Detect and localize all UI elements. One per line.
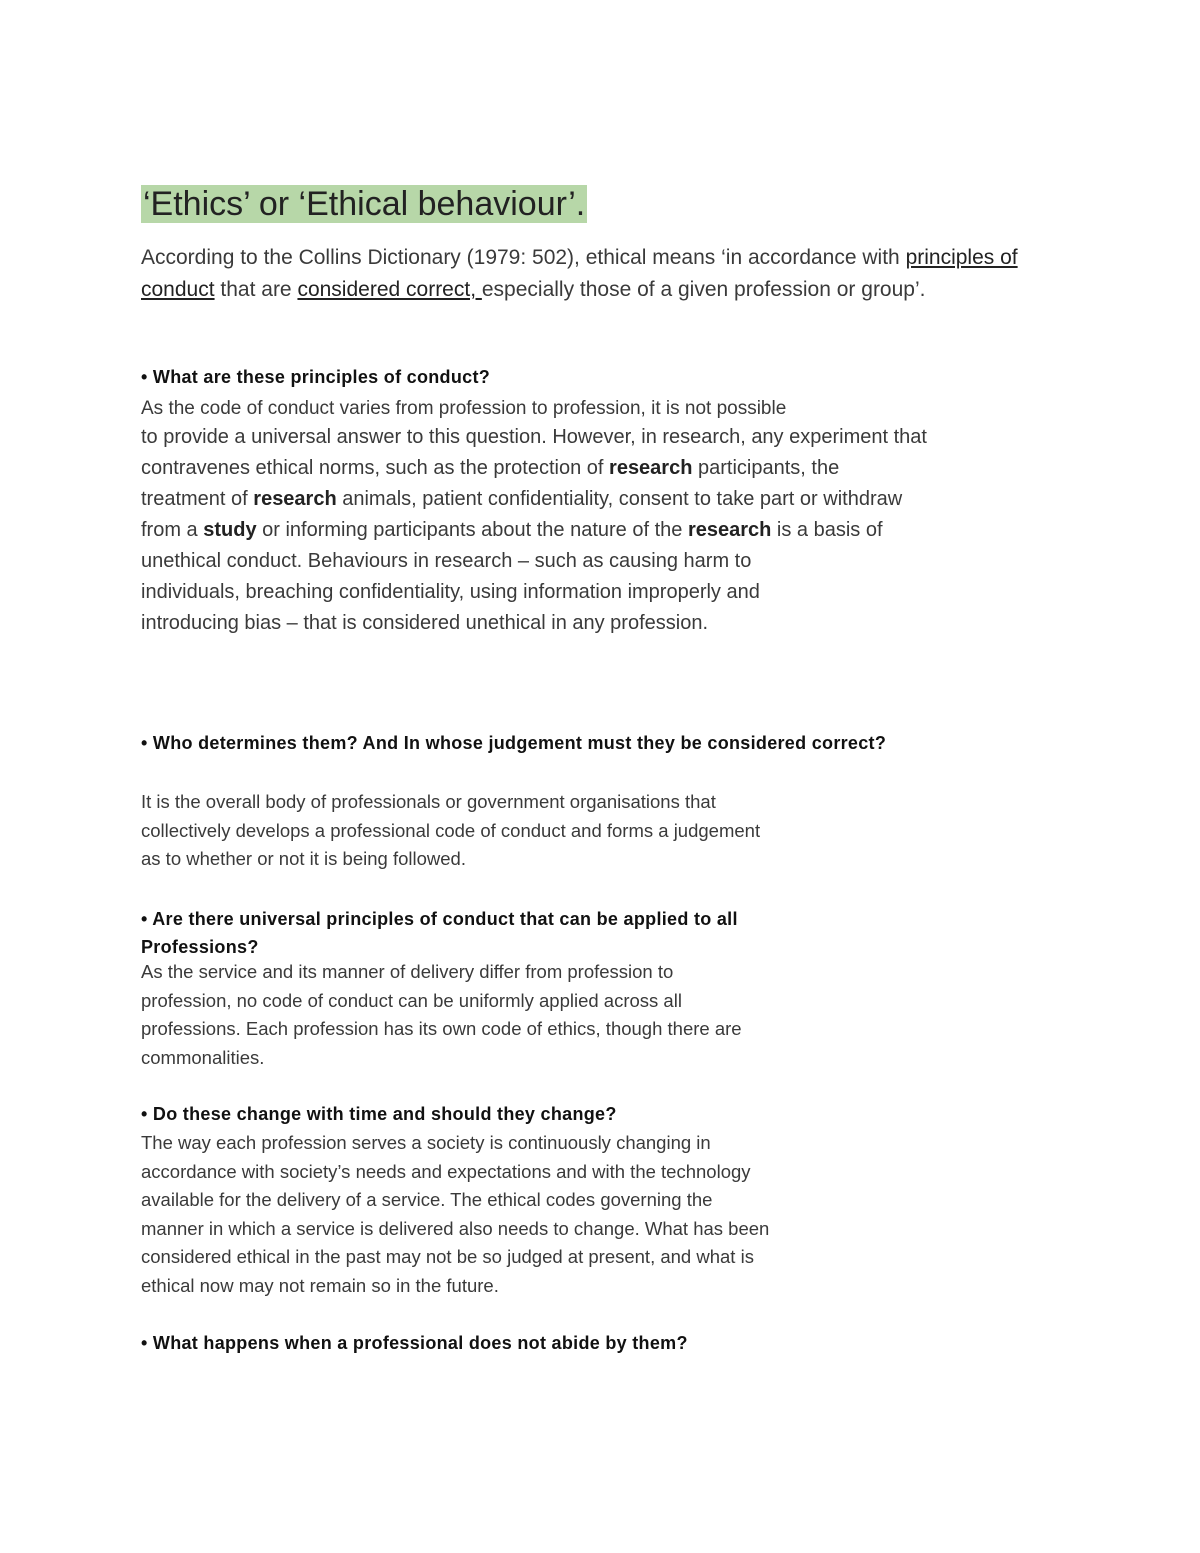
question-who-determines: • Who determines them? And In whose judgement must they be considered correct? — [141, 733, 887, 753]
answer-line: introducing bias – that is considered unethical in any profession. — [141, 612, 709, 634]
answer-line: It is the overall body of professionals or government organisations that — [141, 791, 716, 812]
bold-term: research — [687, 519, 772, 541]
answer-line: collectively develops a professional code of conduct and forms a judgement — [141, 819, 761, 841]
text-fragment: participants, the — [692, 457, 840, 479]
text-fragment: is a basis of — [771, 519, 883, 541]
answer-line — [141, 453, 1061, 484]
answer-line: As the code of conduct varies from profession to profession, it is not possible — [141, 398, 787, 419]
answer-line: unethical conduct. Behaviours in research – such as causing harm to — [141, 550, 752, 572]
question-not-abide: • What happens when a professional does not abide by them? — [141, 1333, 688, 1353]
answer-line: available for the delivery of a service. The ethical codes governing the — [141, 1189, 713, 1210]
question-line: Professions? — [141, 937, 259, 957]
answer-line: commonalities. — [141, 1046, 265, 1068]
text-fragment: animals, patient confidentiality, consent to take part or withdraw — [336, 488, 903, 510]
answer-principles — [141, 396, 1061, 639]
question-universal-principles — [141, 905, 738, 961]
answer-line: individuals, breaching confidentiality, using information improperly and — [141, 581, 760, 603]
answer-line: to provide a universal answer to this question. However, in research, any experiment that — [141, 426, 927, 448]
question-principles: • What are these principles of conduct? — [141, 367, 491, 387]
answer-line: profession, no code of conduct can be uniformly applied across all — [141, 989, 682, 1011]
bold-term: research — [253, 488, 337, 510]
answer-universal-principles — [141, 958, 901, 1072]
answer-line: as to whether or not it is being followed. — [141, 848, 466, 869]
text-fragment: or informing participants about the nature of the — [256, 519, 688, 541]
bold-term: study — [203, 519, 257, 541]
text-fragment: from a — [141, 519, 204, 541]
intro-underline-correct: considered correct, — [297, 278, 482, 301]
answer-line: ethical now may not remain so in the future. — [141, 1274, 499, 1296]
title-highlight: ‘Ethics’ or ‘Ethical behaviour’. — [143, 185, 586, 223]
intro-underline-principles: principles of conduct — [141, 246, 1018, 301]
answer-line — [141, 484, 1061, 515]
answer-line: considered ethical in the past may not be so judged at present, and what is — [141, 1246, 754, 1267]
answer-line: manner in which a service is delivered also needs to change. What has been — [141, 1217, 770, 1239]
text-fragment: treatment of — [141, 488, 254, 510]
answer-change-with-time — [141, 1129, 901, 1300]
answer-line: As the service and its manner of delivery differ from profession to — [141, 961, 674, 982]
intro-text-1: According to the Collins Dictionary (1979: 502), ethical means ‘in accordance with — [141, 246, 906, 269]
question-change-with-time: • Do these change with time and should they change? — [141, 1104, 617, 1124]
answer-line: professions. Each profession has its own code of ethics, though there are — [141, 1018, 742, 1039]
intro-paragraph — [141, 242, 1081, 306]
intro-text-2: that are — [214, 278, 298, 301]
answer-line: The way each profession serves a society is continuously changing in — [141, 1132, 711, 1153]
answer-who-determines — [141, 788, 901, 874]
answer-line — [141, 515, 1061, 546]
answer-line: accordance with society’s needs and expectations and with the technology — [141, 1160, 751, 1182]
intro-text-3: especially those of a given profession or group’. — [481, 278, 926, 301]
text-fragment: contravenes ethical norms, such as the protection of — [141, 457, 610, 479]
document-title — [141, 180, 587, 228]
question-line: • Are there universal principles of conduct that can be applied to all — [141, 909, 738, 929]
bold-term: research — [609, 457, 693, 479]
